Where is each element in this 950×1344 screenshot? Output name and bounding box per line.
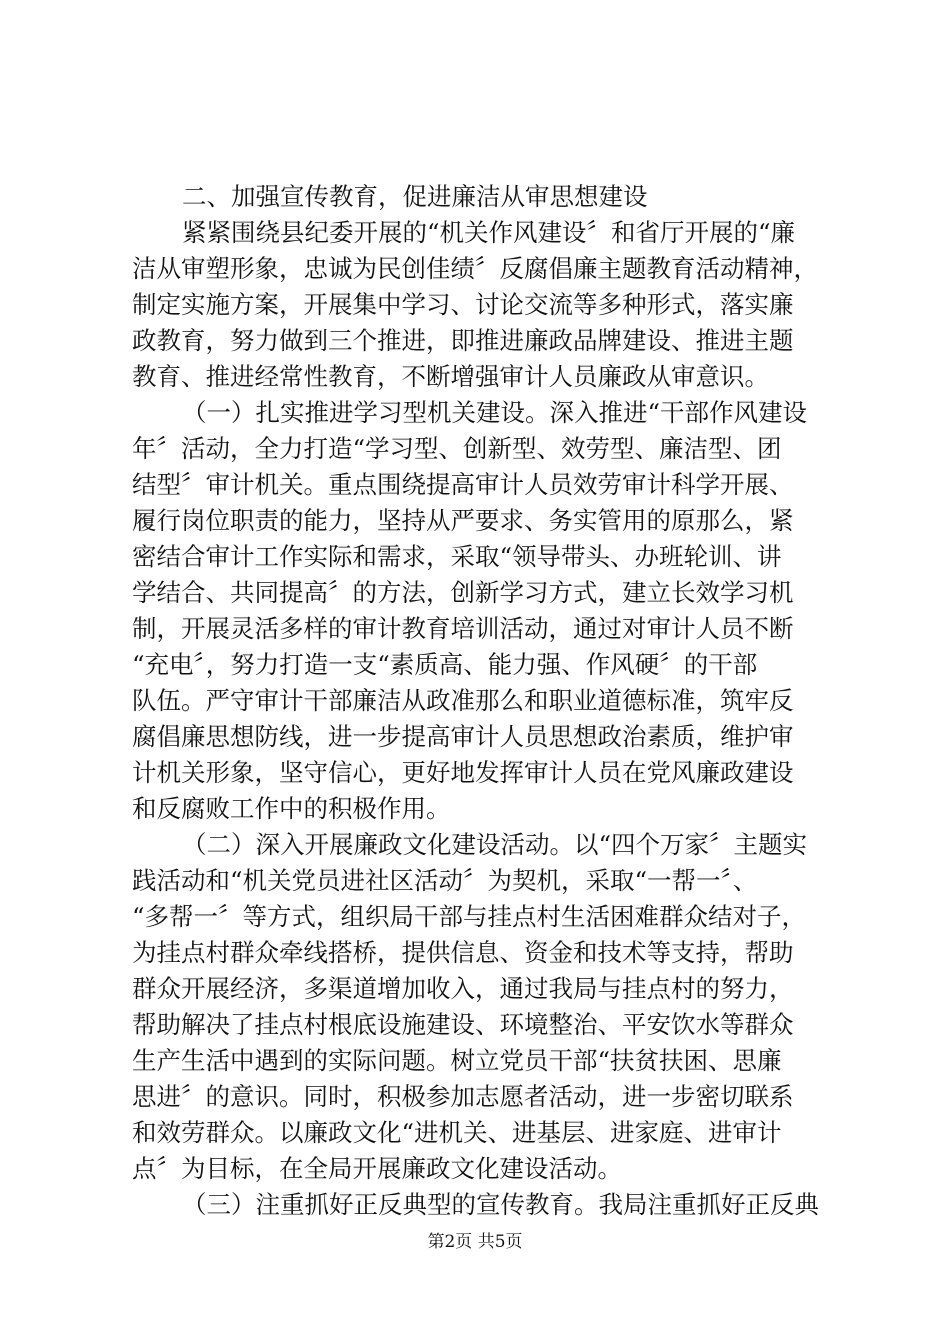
text-line: 年〞活动，全力打造“学习型、创新型、效劳型、廉洁型、团	[132, 434, 782, 463]
text-line: 和效劳群众。以廉政文化“进机关、进基层、进家庭、进审计	[132, 1118, 782, 1147]
text-line: 教育、推进经常性教育，不断增强审计人员廉政从审意识。	[132, 362, 769, 391]
text-line: 队伍。严守审计干部廉洁从政准那么和职业道德标准，筑牢反	[132, 686, 794, 715]
text-line: （一）扎实推进学习型机关建设。深入推进“干部作风建设	[182, 398, 808, 427]
text-line: 履行岗位职责的能力，坚持从严要求、务实管用的原那么，紧	[132, 506, 794, 535]
text-line: 二、加强宣传教育，促进廉洁从审思想建设	[182, 182, 648, 211]
text-line: 结型〞审计机关。重点围绕提高审计人员效劳审计科学开展、	[132, 470, 794, 499]
text-line: 帮助解决了挂点村根底设施建设、环境整治、平安饮水等群众	[132, 1010, 794, 1039]
text-line: 密结合审计工作实际和需求，采取“领导带头、办班轮训、讲	[132, 542, 782, 571]
text-line: （三）注重抓好正反典型的宣传教育。我局注重抓好正反典	[182, 1190, 819, 1219]
text-line: “充电〞，努力打造一支“素质高、能力强、作风硬〞的干部	[132, 650, 758, 679]
text-line: 群众开展经济，多渠道增加收入，通过我局与挂点村的努力，	[132, 974, 794, 1003]
text-line: 计机关形象，坚守信心，更好地发挥审计人员在党风廉政建设	[132, 758, 794, 787]
text-line: 洁从审塑形象，忠诚为民创佳绩〞反腐倡廉主题教育活动精神，	[132, 254, 818, 283]
text-line: 腐倡廉思想防线，进一步提高审计人员思想政治素质，维护审	[132, 722, 794, 751]
text-line: “多帮一〞等方式，组织局干部与挂点村生活困难群众结对子，	[132, 902, 807, 931]
text-line: 政教育，努力做到三个推进，即推进廉政品牌建设、推进主题	[132, 326, 794, 355]
text-line: 学结合、共同提高〞的方法，创新学习方式，建立长效学习机	[132, 578, 794, 607]
page-number-footer: 第2页 共5页	[427, 1232, 523, 1252]
text-line: 制，开展灵活多样的审计教育培训活动，通过对审计人员不断	[132, 614, 794, 643]
text-line: 思进〞的意识。同时，积极参加志愿者活动，进一步密切联系	[132, 1082, 794, 1111]
text-line: 点〞为目标，在全局开展廉政文化建设活动。	[132, 1154, 622, 1183]
text-line: 紧紧围绕县纪委开展的“机关作风建设〞和省厅开展的“廉	[182, 218, 796, 247]
text-line: 为挂点村群众牵线搭桥，提供信息、资金和技术等支持，帮助	[132, 938, 794, 967]
text-line: 践活动和“机关党员进社区活动〞为契机，采取“一帮一〞、	[132, 866, 758, 895]
text-line: 和反腐败工作中的积极作用。	[132, 794, 451, 823]
text-line: 生产生活中遇到的实际问题。树立党员干部“扶贫扶困、思廉	[132, 1046, 782, 1075]
text-line: （二）深入开展廉政文化建设活动。以“四个万家〞主题实	[182, 830, 808, 859]
text-line: 制定实施方案，开展集中学习、讨论交流等多种形式，落实廉	[132, 290, 794, 319]
